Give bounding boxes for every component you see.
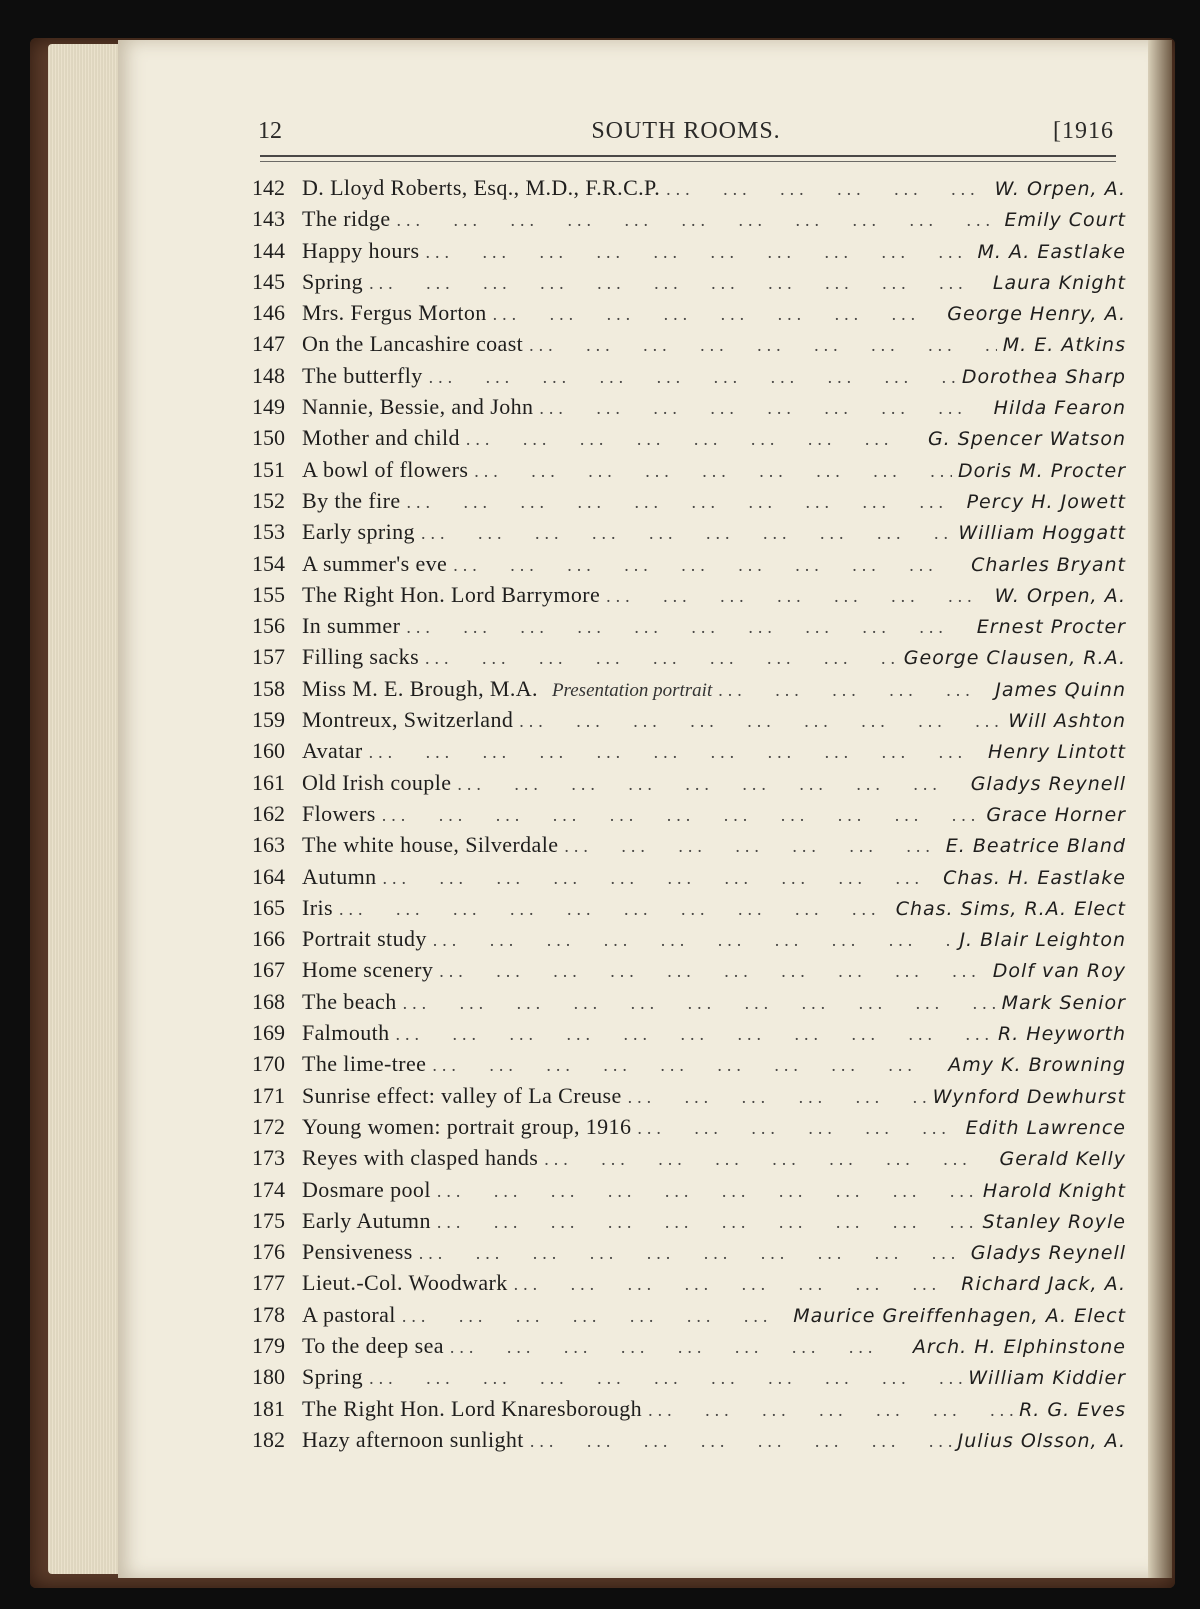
entry-artist: James Quinn xyxy=(995,678,1126,701)
catalogue-entry xyxy=(252,172,1126,203)
leader-dots xyxy=(369,1363,962,1394)
entry-title: Avatar xyxy=(302,738,363,764)
entry-number: 177 xyxy=(252,1270,285,1296)
entry-title: A pastoral xyxy=(302,1301,396,1327)
leader-dots xyxy=(628,1082,927,1113)
leader-dots xyxy=(648,1395,1013,1426)
leader-dots xyxy=(493,299,942,330)
leader-dots xyxy=(453,550,965,581)
catalogue-entry xyxy=(252,266,1126,297)
entry-title: Nannie, Bessie, and John xyxy=(302,394,534,420)
entry-artist: Chas. Sims, R.A. Elect xyxy=(895,897,1126,920)
entry-title: Dosmare pool xyxy=(302,1176,431,1202)
leader-dots xyxy=(425,643,898,674)
entry-number: 165 xyxy=(252,894,285,920)
leader-dots xyxy=(369,737,982,768)
entry-artist: W. Orpen, A. xyxy=(994,584,1126,607)
catalogue-entry xyxy=(252,203,1126,234)
catalogue-entry xyxy=(252,235,1126,266)
catalogue-entry xyxy=(252,485,1126,516)
page-right-edge xyxy=(1148,40,1172,1578)
header-rule xyxy=(260,155,1116,162)
entry-number: 179 xyxy=(252,1332,285,1358)
entry-artist: Grace Horner xyxy=(986,803,1126,826)
catalogue-entry xyxy=(252,1299,1126,1330)
leader-dots xyxy=(466,424,922,455)
entry-number: 176 xyxy=(252,1239,285,1265)
catalogue-entry xyxy=(252,735,1126,766)
leader-dots xyxy=(406,487,960,518)
entry-title: Early spring xyxy=(302,519,415,545)
page-stack xyxy=(48,44,128,1574)
entry-title: Autumn xyxy=(302,863,377,889)
entry-artist: Laura Knight xyxy=(992,271,1126,294)
entry-title: Miss M. E. Brough, M.A. xyxy=(302,675,538,701)
catalogue-entry xyxy=(252,516,1126,547)
entry-title: The white house, Silverdale xyxy=(302,832,559,858)
leader-dots xyxy=(530,1426,952,1457)
entry-number: 143 xyxy=(252,206,285,232)
catalogue-entry xyxy=(252,422,1126,453)
entry-note: Presentation portrait xyxy=(551,679,713,701)
leader-dots xyxy=(396,1019,992,1050)
leader-dots xyxy=(718,675,989,706)
catalogue-entry xyxy=(252,673,1126,704)
leader-dots xyxy=(429,362,956,393)
catalogue-entry xyxy=(252,986,1126,1017)
leader-dots xyxy=(406,612,970,643)
leader-dots xyxy=(421,518,952,549)
entry-title: Portrait study xyxy=(302,926,427,952)
leader-dots xyxy=(397,205,999,236)
entry-number: 160 xyxy=(252,738,285,764)
entry-number: 167 xyxy=(252,957,285,983)
entry-artist: M. E. Atkins xyxy=(1002,334,1126,357)
header-year: [1916 xyxy=(1053,118,1114,144)
entry-title: To the deep sea xyxy=(302,1332,444,1358)
leader-dots xyxy=(544,1144,993,1175)
catalogue-entry xyxy=(252,1424,1126,1455)
entry-artist: Gladys Reynell xyxy=(970,772,1126,795)
catalogue-list xyxy=(252,172,1126,1455)
entry-title: A bowl of flowers xyxy=(302,456,469,482)
entry-artist: Henry Lintott xyxy=(988,741,1126,764)
entry-title: Spring xyxy=(302,1364,364,1390)
entry-artist: G. Spencer Watson xyxy=(927,428,1126,451)
catalogue-entry xyxy=(252,1142,1126,1173)
catalogue-entry xyxy=(252,641,1126,672)
catalogue-entry xyxy=(252,1205,1126,1236)
entry-number: 172 xyxy=(252,1113,285,1139)
leader-dots xyxy=(450,1332,907,1363)
entry-artist: Will Ashton xyxy=(1008,710,1126,733)
leader-dots xyxy=(666,174,989,205)
entry-number: 148 xyxy=(252,362,285,388)
entry-title: The lime-tree xyxy=(302,1051,427,1077)
catalogue-entry xyxy=(252,1267,1126,1298)
entry-title: Spring xyxy=(302,268,364,294)
entry-artist: George Clausen, R.A. xyxy=(903,647,1126,670)
entry-number: 163 xyxy=(252,832,285,858)
entry-number: 149 xyxy=(252,394,285,420)
catalogue-entry xyxy=(252,861,1126,892)
entry-artist: Amy K. Browning xyxy=(948,1054,1126,1077)
catalogue-entry xyxy=(252,1393,1126,1424)
entry-number: 168 xyxy=(252,988,285,1014)
leader-dots xyxy=(437,1207,977,1238)
catalogue-entry xyxy=(252,1017,1126,1048)
entry-artist: Doris M. Procter xyxy=(957,459,1126,482)
entry-title: Home scenery xyxy=(302,957,434,983)
entry-title: The Right Hon. Lord Barrymore xyxy=(302,581,601,607)
entry-number: 154 xyxy=(252,550,285,576)
entry-number: 181 xyxy=(252,1395,285,1421)
leader-dots xyxy=(369,268,987,299)
catalogue-entry xyxy=(252,328,1126,359)
leader-dots xyxy=(419,1238,965,1269)
entry-artist: Harold Knight xyxy=(982,1179,1126,1202)
entry-number: 173 xyxy=(252,1145,285,1171)
entry-artist: Arch. H. Elphinstone xyxy=(912,1335,1126,1358)
entry-artist: Gerald Kelly xyxy=(999,1148,1126,1171)
entry-title: On the Lancashire coast xyxy=(302,331,524,357)
catalogue-entry xyxy=(252,892,1126,923)
entry-number: 166 xyxy=(252,926,285,952)
leader-dots xyxy=(439,956,986,987)
entry-artist: Richard Jack, A. xyxy=(961,1273,1126,1296)
entry-artist: William Hoggatt xyxy=(958,522,1126,545)
leader-dots xyxy=(403,988,996,1019)
entry-title: D. Lloyd Roberts, Esq., M.D., F.R.C.P. xyxy=(302,175,661,200)
entry-artist: Ernest Procter xyxy=(976,616,1126,639)
running-header xyxy=(258,118,1114,158)
catalogue-entry xyxy=(252,704,1126,735)
entry-number: 162 xyxy=(252,800,285,826)
entry-number: 150 xyxy=(252,425,285,451)
entry-number: 157 xyxy=(252,644,285,670)
leader-dots xyxy=(382,800,981,831)
entry-title: Mrs. Fergus Morton xyxy=(302,300,487,326)
entry-title: The butterfly xyxy=(302,362,423,388)
entry-number: 171 xyxy=(252,1082,285,1108)
entry-title: Lieut.-Col. Woodwark xyxy=(302,1270,508,1296)
leader-dots xyxy=(402,1301,787,1332)
entry-artist: E. Beatrice Bland xyxy=(945,835,1126,858)
entry-number: 164 xyxy=(252,863,285,889)
leader-dots xyxy=(457,769,964,800)
entry-title: The ridge xyxy=(302,206,391,232)
entry-artist: Gladys Reynell xyxy=(970,1242,1126,1265)
leader-dots xyxy=(539,393,987,424)
entry-artist: William Kiddier xyxy=(968,1367,1126,1390)
catalogue-entry xyxy=(252,579,1126,610)
entry-number: 169 xyxy=(252,1020,285,1046)
entry-title: Reyes with clasped hands xyxy=(302,1145,539,1171)
entry-title: Montreux, Switzerland xyxy=(302,707,514,733)
entry-number: 170 xyxy=(252,1051,285,1077)
entry-number: 178 xyxy=(252,1301,285,1327)
entry-title: Flowers xyxy=(302,800,376,826)
entry-title: Iris xyxy=(302,894,333,920)
leader-dots xyxy=(606,581,989,612)
catalogue-entry xyxy=(252,1330,1126,1361)
entry-title: The Right Hon. Lord Knaresborough xyxy=(302,1395,643,1421)
entry-artist: J. Blair Leighton xyxy=(959,929,1126,952)
entry-title: The beach xyxy=(302,988,397,1014)
page-number: 12 xyxy=(258,118,282,144)
entry-artist: Julius Olsson, A. xyxy=(957,1429,1126,1452)
entry-title: Falmouth xyxy=(302,1020,390,1046)
entry-artist: Percy H. Jowett xyxy=(966,490,1126,513)
catalogue-entry xyxy=(252,1111,1126,1142)
entry-title: Happy hours xyxy=(302,237,420,263)
entry-artist: Emily Court xyxy=(1004,209,1126,232)
catalogue-entry xyxy=(252,454,1126,485)
page-title: SOUTH ROOMS. xyxy=(591,118,781,144)
leader-dots xyxy=(474,456,952,487)
entry-artist: Dolf van Roy xyxy=(992,960,1126,983)
catalogue-entry xyxy=(252,829,1126,860)
entry-artist: Hilda Fearon xyxy=(993,397,1126,420)
entry-number: 174 xyxy=(252,1176,285,1202)
entry-number: 144 xyxy=(252,237,285,263)
entry-title: Mother and child xyxy=(302,425,460,451)
entry-title: In summer xyxy=(302,613,401,639)
entry-artist: Wynford Dewhurst xyxy=(932,1085,1126,1108)
entry-artist: Edith Lawrence xyxy=(965,1116,1126,1139)
entry-number: 153 xyxy=(252,519,285,545)
entry-title: Early Autumn xyxy=(302,1207,431,1233)
entry-number: 147 xyxy=(252,331,285,357)
catalogue-entry xyxy=(252,798,1126,829)
leader-dots xyxy=(514,1269,956,1300)
entry-number: 180 xyxy=(252,1364,285,1390)
entry-title: Old Irish couple xyxy=(302,769,452,795)
catalogue-entry xyxy=(252,391,1126,422)
catalogue-entry xyxy=(252,1080,1126,1111)
leader-dots xyxy=(437,1176,977,1207)
leader-dots xyxy=(637,1113,959,1144)
leader-dots xyxy=(383,863,938,894)
catalogue-entry xyxy=(252,1174,1126,1205)
catalogue-entry xyxy=(252,954,1126,985)
entry-artist: Charles Bryant xyxy=(971,553,1126,576)
leader-dots xyxy=(425,237,971,268)
entry-number: 175 xyxy=(252,1207,285,1233)
entry-number: 159 xyxy=(252,707,285,733)
entry-number: 158 xyxy=(252,675,285,701)
catalogue-entry xyxy=(252,1361,1126,1392)
entry-artist: Chas. H. Eastlake xyxy=(943,866,1126,889)
entry-artist: M. A. Eastlake xyxy=(977,240,1126,263)
catalogue-entry xyxy=(252,548,1126,579)
entry-number: 152 xyxy=(252,487,285,513)
entry-number: 142 xyxy=(252,175,285,200)
catalogue-entry xyxy=(252,923,1126,954)
entry-number: 182 xyxy=(252,1426,285,1452)
entry-number: 156 xyxy=(252,613,285,639)
entry-number: 145 xyxy=(252,268,285,294)
entry-artist: George Henry, A. xyxy=(947,303,1126,326)
catalogue-entry xyxy=(252,610,1126,641)
entry-title: Sunrise effect: valley of La Creuse xyxy=(302,1082,622,1108)
entry-artist: R. Heyworth xyxy=(998,1023,1126,1046)
entry-artist: Dorothea Sharp xyxy=(961,365,1126,388)
leader-dots xyxy=(339,894,890,925)
leader-dots xyxy=(433,925,954,956)
catalogue-entry xyxy=(252,1236,1126,1267)
catalogue-entry xyxy=(252,360,1126,391)
leader-dots xyxy=(564,831,939,862)
entry-artist: W. Orpen, A. xyxy=(994,178,1126,200)
leader-dots xyxy=(529,330,997,361)
entry-title: Hazy afternoon sunlight xyxy=(302,1426,524,1452)
entry-number: 155 xyxy=(252,581,285,607)
catalogue-entry xyxy=(252,767,1126,798)
entry-number: 146 xyxy=(252,300,285,326)
entry-artist: R. G. Eves xyxy=(1019,1398,1126,1421)
entry-number: 151 xyxy=(252,456,285,482)
entry-title: Young women: portrait group, 1916 xyxy=(302,1113,632,1139)
entry-title: A summer's eve xyxy=(302,550,448,576)
leader-dots xyxy=(432,1050,942,1081)
entry-artist: Mark Senior xyxy=(1001,991,1126,1014)
entry-artist: Stanley Royle xyxy=(982,1210,1126,1233)
entry-title: By the fire xyxy=(302,487,401,513)
entry-number: 161 xyxy=(252,769,285,795)
catalogue-entry xyxy=(252,1048,1126,1079)
entry-artist: Maurice Greiffenhagen, A. Elect xyxy=(793,1304,1126,1327)
entry-title: Pensiveness xyxy=(302,1239,413,1265)
leader-dots xyxy=(519,706,1002,737)
entry-title: Filling sacks xyxy=(302,644,420,670)
catalogue-entry xyxy=(252,297,1126,328)
